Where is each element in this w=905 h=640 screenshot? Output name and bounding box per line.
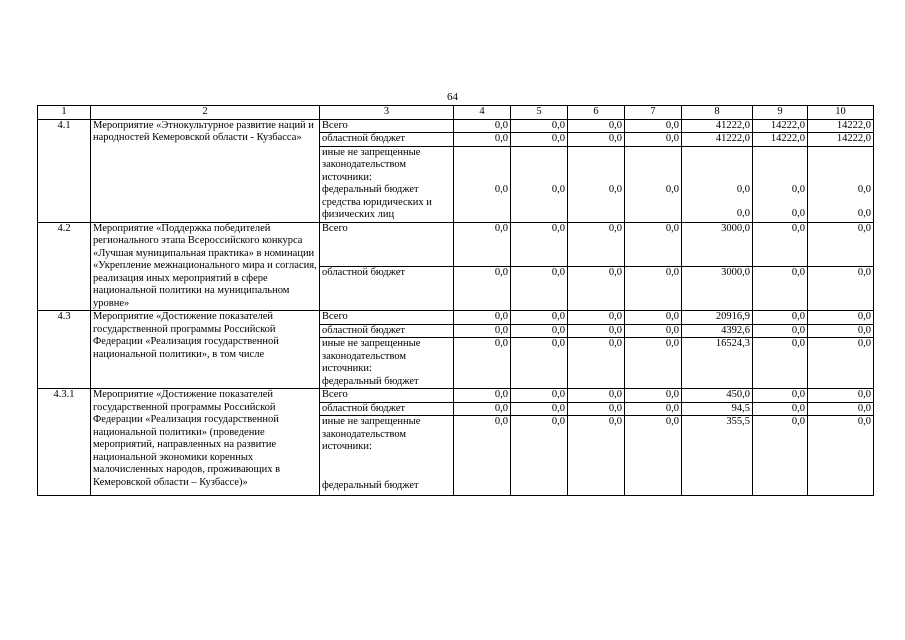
value-cell: 0,0	[753, 311, 808, 325]
value-cell: 0,0	[454, 119, 511, 133]
column-header: 5	[511, 106, 568, 120]
value-federal: 0,0	[791, 183, 805, 195]
value-cell: 0,0	[753, 338, 808, 389]
value-cell: 0,0	[625, 324, 682, 338]
funding-source-federal: федеральный бюджет	[322, 184, 419, 195]
funding-source-federal: федеральный бюджет	[322, 375, 419, 387]
value-cell: 0,0	[511, 416, 568, 496]
value-cell: 0,0	[808, 389, 874, 403]
table-row	[38, 119, 874, 133]
value-cell: 0,0	[753, 266, 808, 310]
item-number: 4.1	[38, 119, 91, 222]
value-cell: 0,0	[454, 389, 511, 403]
value-cell: 0,0	[625, 266, 682, 310]
value-cell: 0,0	[753, 324, 808, 338]
funding-source: областной бюджет	[320, 324, 454, 338]
value-federal: 0,0	[857, 183, 871, 195]
value-cell: 450,0	[682, 389, 753, 403]
value-cell: 16524,3	[682, 338, 753, 389]
item-number: 4.3	[38, 311, 91, 389]
value-cell: 0,0	[454, 133, 511, 147]
funding-source: Всего	[320, 222, 454, 266]
value-cell: 3000,0	[682, 222, 753, 266]
value-cell: 0,0	[568, 133, 625, 147]
funding-source-other: иные не запрещенные законодательством источники:	[322, 146, 421, 183]
value-cell: 0,0	[454, 146, 511, 222]
value-cell: 14222,0	[808, 119, 874, 133]
value-cell: 0,0	[568, 311, 625, 325]
value-cell: 0,0	[568, 324, 625, 338]
value-cell: 0,0	[511, 402, 568, 416]
value-cell: 0,0	[568, 389, 625, 403]
value-cell: 0,0	[625, 416, 682, 496]
value-cell: 0,0	[568, 119, 625, 133]
column-header: 1	[38, 106, 91, 120]
funding-source	[320, 338, 454, 389]
value-cell: 0,0	[625, 119, 682, 133]
value-cell: 3000,0	[682, 266, 753, 310]
table-row	[38, 389, 874, 403]
item-title: Мероприятие «Достижение показателей государственной программы Российской Федерации «Реализация государственной национальной политики», в том числе	[91, 311, 320, 389]
column-header: 6	[568, 106, 625, 120]
value-cell: 14222,0	[808, 133, 874, 147]
value-cell: 41222,0	[682, 119, 753, 133]
value-cell: 0,0	[753, 389, 808, 403]
funding-source	[320, 146, 454, 222]
value-cell: 0,0	[454, 311, 511, 325]
value-cell: 0,0	[511, 133, 568, 147]
column-header: 4	[454, 106, 511, 120]
value-cell: 0,0	[568, 402, 625, 416]
value-cell: 0,0	[625, 222, 682, 266]
item-number: 4.3.1	[38, 389, 91, 496]
value-cell: 0,0	[511, 338, 568, 389]
value-cell: 0,0	[753, 402, 808, 416]
value-cell: 0,0	[808, 222, 874, 266]
value-cell: 0,0	[454, 266, 511, 310]
value-cell: 0,0	[808, 311, 874, 325]
funding-source: областной бюджет	[320, 133, 454, 147]
value-cell: 0,0	[625, 338, 682, 389]
table-row	[38, 311, 874, 325]
value-cell: 0,0	[625, 133, 682, 147]
value-cell: 41222,0	[682, 133, 753, 147]
funding-source-other: иные не запрещенные законодательством источники:	[322, 416, 421, 452]
item-title: Мероприятие «Достижение показателей государственной программы Российской Федерации «Реализация государственной национальной политики» (проведение мероприятий, направленных на развитие национальной экономики коренных малочисленных народов, проживающих в Кемеровской области – Кузбассе)»	[91, 389, 320, 496]
column-header: 7	[625, 106, 682, 120]
value-cell: 0,0	[511, 311, 568, 325]
value-cell: 0,0	[454, 402, 511, 416]
value-cell: 94,5	[682, 402, 753, 416]
value-cell: 4392,6	[682, 324, 753, 338]
funding-source-federal: федеральный бюджет	[322, 479, 419, 491]
value-cell: 0,0	[454, 222, 511, 266]
value-cell: 0,0	[625, 389, 682, 403]
value-cell: 0,0	[568, 416, 625, 496]
funding-source: Всего	[320, 119, 454, 133]
value-cell: 0,0	[568, 146, 625, 222]
value-cell: 0,0	[808, 324, 874, 338]
column-header: 2	[91, 106, 320, 120]
value-legal: 0,0	[857, 208, 871, 219]
value-cell: 14222,0	[753, 119, 808, 133]
funding-source: областной бюджет	[320, 266, 454, 310]
value-cell: 0,0	[753, 416, 808, 496]
value-cell: 0,0	[454, 338, 511, 389]
funding-source-other: иные не запрещенные законодательством источники:	[322, 338, 421, 374]
value-cell: 0,0	[625, 402, 682, 416]
value-cell: 0,0	[808, 402, 874, 416]
funding-source-legal: средства юридических и физических лиц	[322, 196, 432, 220]
header-row	[38, 106, 874, 120]
value-cell: 0,0	[511, 146, 568, 222]
value-cell	[753, 146, 808, 222]
funding-source: областной бюджет	[320, 402, 454, 416]
value-cell: 0,0	[625, 311, 682, 325]
value-federal: 0,0	[736, 183, 750, 195]
value-cell	[682, 146, 753, 222]
column-header: 10	[808, 106, 874, 120]
value-cell: 355,5	[682, 416, 753, 496]
value-cell: 0,0	[808, 416, 874, 496]
value-cell: 20916,9	[682, 311, 753, 325]
value-cell: 0,0	[511, 119, 568, 133]
column-header: 3	[320, 106, 454, 120]
column-header: 9	[753, 106, 808, 120]
item-title: Мероприятие «Этнокультурное развитие наций и народностей Кемеровской области - Кузбасса»	[91, 119, 320, 222]
value-cell: 0,0	[454, 416, 511, 496]
value-cell: 0,0	[511, 266, 568, 310]
funding-source: Всего	[320, 389, 454, 403]
funding-source: Всего	[320, 311, 454, 325]
value-cell: 0,0	[454, 324, 511, 338]
column-header: 8	[682, 106, 753, 120]
item-title: Мероприятие «Поддержка победителей регионального этапа Всероссийского конкурса «Лучшая муниципальная практика» в номинации «Укрепление межнационального мира и согласия, реализация иных мероприятий в сфере национальной политики на муниципальном уровне»	[91, 222, 320, 311]
value-cell: 0,0	[568, 338, 625, 389]
table-row	[38, 222, 874, 266]
value-cell: 0,0	[808, 266, 874, 310]
value-cell: 0,0	[511, 389, 568, 403]
value-cell: 0,0	[753, 222, 808, 266]
value-cell: 0,0	[625, 146, 682, 222]
value-cell	[808, 146, 874, 222]
funding-source	[320, 416, 454, 496]
value-cell: 0,0	[511, 324, 568, 338]
value-legal: 0,0	[791, 208, 805, 219]
page-number: 64	[447, 91, 458, 103]
item-number: 4.2	[38, 222, 91, 311]
value-cell: 0,0	[808, 338, 874, 389]
value-cell: 14222,0	[753, 133, 808, 147]
value-legal: 0,0	[736, 208, 750, 219]
value-cell: 0,0	[511, 222, 568, 266]
value-cell: 0,0	[568, 266, 625, 310]
value-cell: 0,0	[568, 222, 625, 266]
budget-table	[37, 105, 874, 496]
